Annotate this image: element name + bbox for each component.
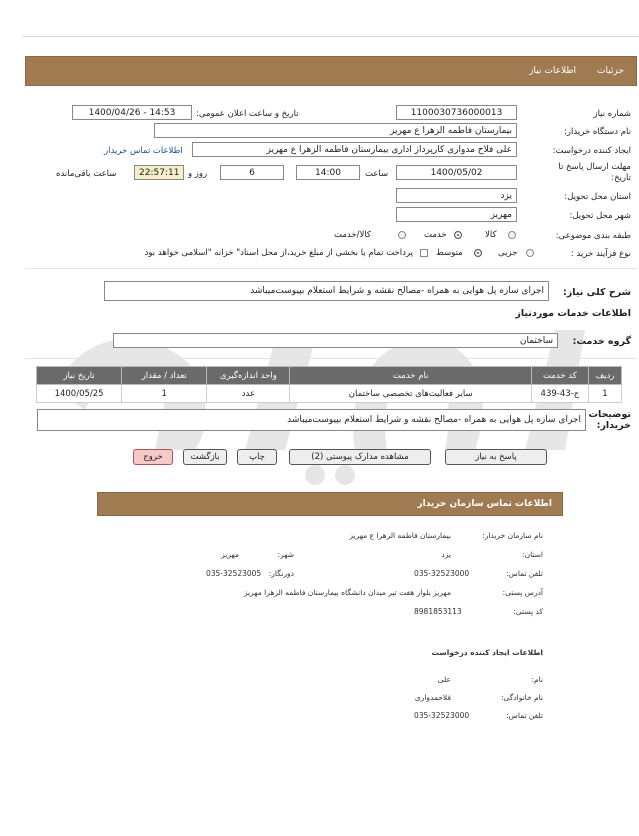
exit-button[interactable]: خروج [133, 449, 173, 465]
process-option-medium: متوسط [436, 248, 463, 258]
back-button[interactable]: بازگشت [183, 449, 227, 465]
requester-family-label: نام خانوادگی: [500, 693, 543, 702]
category-option-service: خدمت [424, 230, 447, 240]
contact-org-value: بیمارستان فاطمه الزهرا ع مهریز [349, 531, 451, 540]
remaining-time-field: 22:57:11 [134, 165, 184, 180]
contact-fax-label: دورنگار: [268, 569, 294, 578]
cell-row: 1 [588, 385, 621, 403]
contact-phone-value: 035-32523000 [414, 569, 470, 578]
treasury-checkbox[interactable] [420, 249, 428, 257]
table-row[interactable] [37, 385, 622, 403]
contact-heading: اطلاعات تماس سازمان خریدار [417, 499, 552, 509]
cell-unit: عدد [207, 385, 290, 403]
need-number-label: شماره نیاز [593, 109, 631, 119]
process-radio-minor[interactable] [526, 249, 534, 257]
breadcrumb-need-info[interactable]: اطلاعات نیاز [529, 66, 576, 76]
reply-button[interactable]: پاسخ به نیاز [445, 449, 547, 465]
table-top-divider [25, 358, 637, 359]
need-desc-label: شرح کلی نیاز: [562, 287, 631, 298]
creator-label: ایجاد کننده درخواست: [552, 146, 631, 156]
requester-family-value: فلاحمدواری [414, 693, 451, 702]
section-divider [25, 268, 637, 269]
process-radio-medium[interactable] [474, 249, 482, 257]
province-label: استان محل تحویل: [564, 192, 631, 202]
page-header-bar [25, 56, 637, 86]
requester-name-value: علی [437, 675, 451, 684]
category-option-goods-service: کالا/خدمت [334, 230, 371, 240]
contact-province-label: استان: [522, 550, 543, 559]
cell-qty: 1 [122, 385, 207, 403]
col-unit: واحد اندازه‌گیری [207, 367, 290, 385]
process-label: نوع فرآیند خرید : [570, 249, 631, 259]
deadline-label: مهلت ارسال پاسخ تا تاریخ: [558, 162, 631, 183]
buyer-label: نام دستگاه خریدار: [564, 127, 631, 137]
col-name: نام خدمت [290, 367, 531, 385]
contact-province-value: یزد [441, 550, 451, 559]
contact-address-label: آدرس پستی: [502, 588, 543, 597]
print-button[interactable]: چاپ [237, 449, 277, 465]
contact-org-label: نام سازمان خریدار: [482, 531, 543, 540]
contact-city-label: شهر: [277, 550, 294, 559]
deadline-time-field[interactable]: 14:00 [296, 165, 360, 180]
category-option-goods: کالا [485, 230, 497, 240]
col-date: تاریخ نیاز [37, 367, 122, 385]
contact-postal-value: 8981853113 [414, 607, 462, 616]
announce-field[interactable]: 1400/04/26 - 14:53 [72, 105, 192, 120]
service-group-label: گروه خدمت: [572, 336, 631, 347]
days-field[interactable]: 6 [220, 165, 284, 180]
table-header-row [37, 367, 622, 385]
cell-code: ج-43-439 [531, 385, 588, 403]
buyer-notes-label: توضیحات خریدار: [588, 409, 631, 431]
process-option-minor: جزیی [498, 248, 518, 258]
category-radio-service[interactable] [454, 231, 462, 239]
services-table [36, 366, 622, 403]
deadline-date-field[interactable]: 1400/05/02 [396, 165, 517, 180]
days-label: روز و [188, 169, 208, 179]
city-label: شهر محل تحویل: [569, 211, 631, 221]
category-label: طبقه بندی موضوعی: [555, 231, 631, 241]
col-qty: تعداد / مقدار [122, 367, 207, 385]
contact-header-bar [97, 492, 563, 516]
services-heading: اطلاعات خدمات مورد‌نیاز [515, 308, 631, 319]
contact-city-value: مهریز [221, 550, 239, 559]
cell-date: 1400/05/25 [37, 385, 122, 403]
col-code: کد خدمت [531, 367, 588, 385]
breadcrumb-details[interactable]: جزئیات [597, 66, 624, 76]
remaining-label: ساعت باقی‌مانده [56, 169, 117, 179]
service-group-field[interactable]: ساختمان [113, 333, 558, 348]
attachments-button[interactable]: مشاهده مدارک پیوستی (2) [289, 449, 431, 465]
buyer-notes-field[interactable]: اجرای سازه پل هوایی به همراه -مصالح نقشه و شرایط استعلام بپیوست‌میباشد [37, 409, 586, 431]
payment-note: پرداخت تمام یا بخشی از مبلغ خرید،از محل اسناد" خزانه "اسلامی خواهد بود [144, 248, 413, 258]
buyer-contact-link[interactable]: اطلاعات تماس خریدار [104, 146, 183, 156]
need-number-field[interactable]: 1100030736000013 [396, 105, 517, 120]
requester-phone-value: 035-32523000 [414, 711, 470, 720]
time-label: ساعت [365, 169, 389, 179]
province-field[interactable]: یزد [396, 188, 517, 203]
announce-label: تاریخ و ساعت اعلان عمومی: [196, 109, 299, 119]
col-row: ردیف [588, 367, 621, 385]
contact-fax-value: 035-32523005 [206, 569, 262, 578]
creator-field[interactable]: علی فلاح مدواری کارپرداز اداری بیمارستان فاطمه الزهرا ع مهریز [192, 142, 517, 157]
contact-postal-label: کد پستی: [513, 607, 543, 616]
city-field[interactable]: مهریز [396, 207, 517, 222]
requester-heading: اطلاعات ایجاد کننده درخواست [431, 648, 543, 657]
buyer-field[interactable]: بیمارستان فاطمه الزهرا ع مهریز [154, 123, 517, 138]
contact-address-value: مهریز بلوار هفت تیر میدان دانشگاه بیمارستان فاطمه الزهرا مهریز [243, 588, 451, 597]
need-desc-field[interactable]: اجرای سازه پل هوایی به همراه -مصالح نقشه و شرایط استعلام بپیوست‌میباشد [104, 281, 549, 301]
contact-phone-label: تلفن تماس: [506, 569, 543, 578]
category-radio-goods[interactable] [508, 231, 516, 239]
top-divider [22, 36, 639, 37]
requester-phone-label: تلفن تماس: [506, 711, 543, 720]
cell-name: سایر فعالیت‌های تخصصی ساختمان [290, 385, 531, 403]
requester-name-label: نام: [531, 675, 543, 684]
category-radio-goods-service[interactable] [398, 231, 406, 239]
